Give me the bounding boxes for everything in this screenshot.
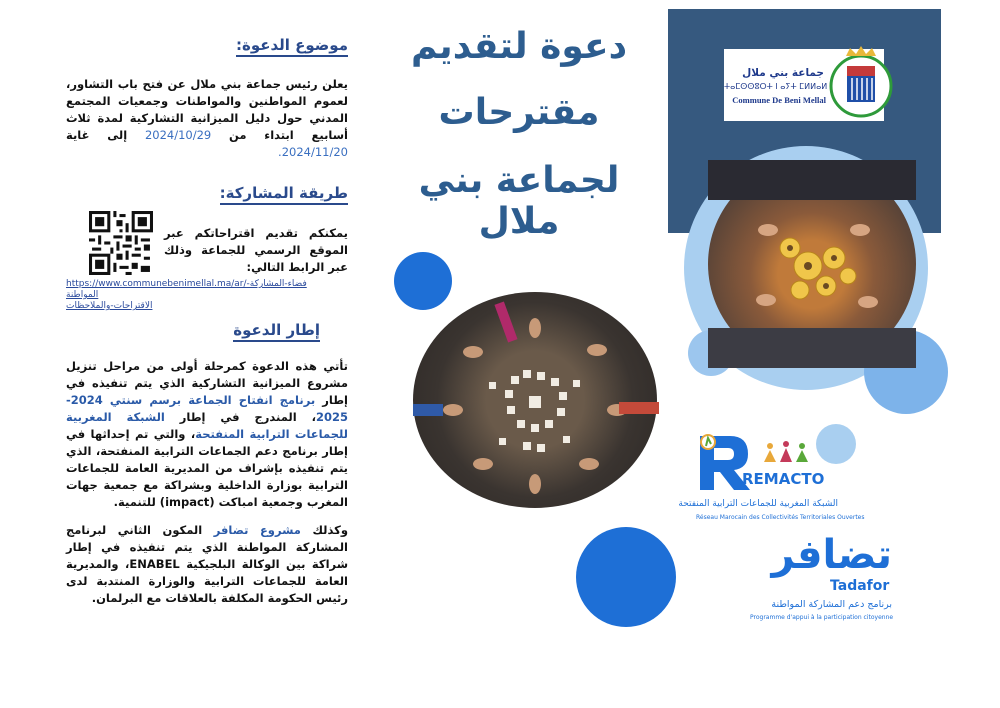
remacto-french: Réseau Marocain des Collectivités Territoriales Ouvertes (696, 514, 865, 521)
participation-link[interactable]: https://www.communebenimellal.ma/ar/فضاء-المشاركة-المواطنة الاقتراحات-والملاحظات (66, 279, 307, 311)
tadafor-arabic-logo: تضافر (771, 532, 892, 578)
title-line-2: مقترحات (438, 92, 600, 133)
tadafor-latin: Tadafor (830, 578, 890, 594)
tadafor-sub-ar: برنامج دعم المشاركة المواطنة (771, 599, 892, 610)
subject-text: يعلن رئيس جماعة بني ملال عن فتح باب التشاور، لعموم المواطنين والمواطنات وجمعيات المجتمع المدني حول دليل الميزانية التشاركية لمدة ثلاث أسابيع ابتداء من 2024/10/29 إلى غاية 2024/11/20. (66, 77, 348, 159)
decor-circle-blue-bottom (576, 527, 676, 627)
framework-paragraph-1: تأتي هذه الدعوة كمرحلة أولى من مراحل تنزيل مشروع الميزانية التشاركية الذي يتم تنفيذه في إطار برنامج انفتاح الجماعة برسم سنتي 2024-2025، المندرج في إطار الشبكة المغربية للجماعات الترابية المنفتحة، والتي تم إحداثها في إطار برنامج دعم الجماعات الترابية المنفتحة، الذي يتم تنفيذه بإشراف من المديرية العامة للجماعات الترابية بوزارة الداخلية وبشراكة مع جمعية جهات المغرب وجمعية امباكت (impact) للتنمية. (66, 359, 348, 509)
commune-name-ar: جماعة بني ملال (742, 67, 824, 79)
date-to: 2024/11/20. (278, 145, 348, 159)
title-line-1: دعوة لتقديم (410, 26, 628, 67)
framework-heading: إطار الدعوة (233, 321, 320, 339)
commune-name-fr: Commune De Beni Mellal (732, 95, 826, 105)
remacto-arabic: الشبكة المغربية للجماعات الترابية المنفتحة (678, 499, 838, 509)
puzzle-icon (413, 292, 657, 508)
framework-paragraph-2: وكذلك مشروع تضافر المكون الثاني لبرنامج المشاركة المواطنة الذي يتم تنفيذه في إطار شراكة بين الوكالة البلجيكية ENABEL، والمديرية العامة للجماعات الترابية والوزارة المنتدبة لدى رئيس الحكومة المكلفة بالعلاقات مع البرلمان. (66, 523, 349, 605)
commune-name-tifinagh: ⵜⴰⵎⵙⵙⵓⵔⵜ ⵏ ⴰⵢⵜ ⵎⵍⵍⴰⵍ (724, 82, 828, 91)
tadafor-sub-fr: Programme d'appui à la participation citoyenne (750, 614, 894, 621)
subject-heading: موضوع الدعوة: (236, 36, 348, 54)
remacto-name: REMACTO (742, 470, 825, 488)
commune-crest-icon (826, 46, 896, 120)
gears-team-photo (708, 160, 916, 368)
title-line-3: لجماعة بني ملال (418, 160, 620, 242)
gears-icon (708, 160, 916, 368)
qr-code-icon[interactable] (89, 211, 153, 275)
date-from: 2024/10/29 (144, 128, 212, 142)
participation-text: يمكنكم تقديم اقتراحاتكم عبر الموقع الرسمي للجماعة وذلك عبر الرابط التالي: (164, 226, 348, 274)
participation-heading: طريقة المشاركة: (220, 184, 348, 202)
puzzle-hands-photo (413, 292, 657, 508)
